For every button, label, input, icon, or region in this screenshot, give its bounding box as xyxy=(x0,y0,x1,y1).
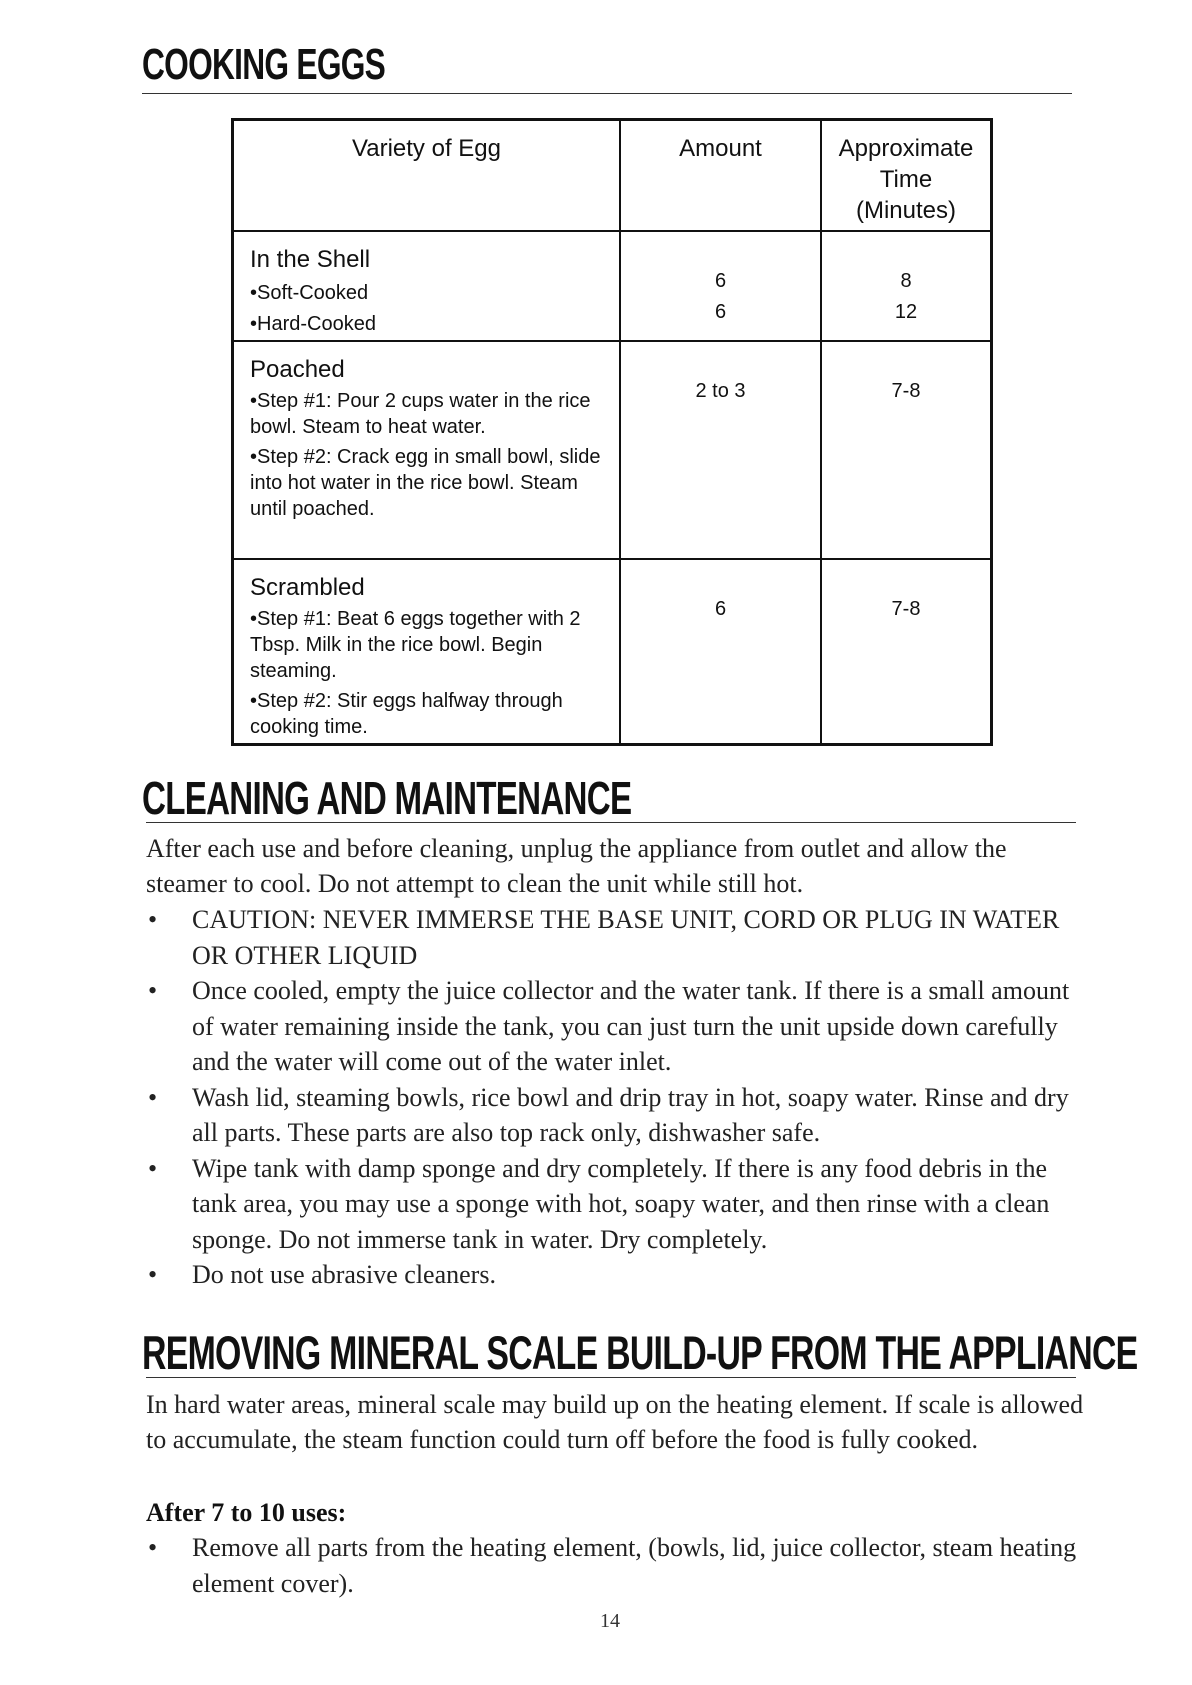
category-title: In the Shell xyxy=(250,245,371,273)
list-item xyxy=(146,902,1086,973)
category-title: Poached xyxy=(250,355,345,383)
mineral-subheading: After 7 to 10 uses: xyxy=(146,1498,347,1527)
bullet-glyph: • xyxy=(148,1533,158,1562)
category-item: •Step #1: Pour 2 cups water in the rice bowl. Steam to heat water. xyxy=(250,389,591,438)
amount-cell xyxy=(620,231,821,341)
section-rule xyxy=(146,1377,1076,1378)
time-value: 8 xyxy=(900,269,912,292)
table-header-row xyxy=(233,120,992,231)
cleaning-list xyxy=(146,902,1086,1293)
table-row-scrambled xyxy=(233,559,992,745)
header-time-line1: Approximate xyxy=(838,135,974,162)
page-number: 14 xyxy=(600,1610,620,1632)
category-item: •Hard-Cooked xyxy=(250,312,376,335)
section-heading-cleaning: CLEANING AND MAINTENANCE xyxy=(142,772,632,824)
section-rule xyxy=(142,93,1072,94)
bullet-glyph: • xyxy=(148,1260,158,1289)
time-value: 12 xyxy=(894,300,918,323)
list-item xyxy=(146,1151,1086,1258)
amount-cell xyxy=(620,341,821,559)
category-item: •Step #1: Beat 6 eggs together with 2 Tbsp. Milk in the rice bowl. Begin steaming. xyxy=(250,607,581,682)
egg-cooking-table xyxy=(231,118,993,746)
list-item xyxy=(146,973,1086,1080)
category-item: •Step #2: Crack egg in small bowl, slide into hot water in the rice bowl. Steam until poached. xyxy=(250,445,601,520)
list-item-text: Once cooled, empty the juice collector and the water tank. If there is a small amount of water remaining inside the tank, you can just turn the unit upside down carefully and the water will come out of the water inlet. xyxy=(192,976,1070,1076)
header-variety: Variety of Egg xyxy=(233,120,621,231)
list-item-text: Wash lid, steaming bowls, rice bowl and drip tray in hot, soapy water. Rinse and dry all parts. These parts are also top rack only, dishwasher safe. xyxy=(192,1082,1069,1147)
time-value: 7-8 xyxy=(891,379,921,402)
time-value: 7-8 xyxy=(891,597,921,620)
list-item xyxy=(146,1080,1086,1151)
list-item xyxy=(146,1257,1086,1293)
category-item: •Soft-Cooked xyxy=(250,281,369,304)
variety-cell xyxy=(233,559,621,745)
variety-cell xyxy=(233,231,621,341)
cleaning-intro: After each use and before cleaning, unplug the appliance from outlet and allow the steamer to cool. Do not attempt to clean the unit while still hot. xyxy=(146,834,1007,898)
category-title: Scrambled xyxy=(250,573,365,601)
list-item-text: CAUTION: NEVER IMMERSE THE BASE UNIT, CORD OR PLUG IN WATER OR OTHER LIQUID xyxy=(192,905,1060,970)
amount-cell xyxy=(620,559,821,745)
time-cell xyxy=(821,341,992,559)
amount-value: 6 xyxy=(714,269,727,292)
section-rule xyxy=(146,822,1076,823)
time-cell xyxy=(821,559,992,745)
bullet-glyph: • xyxy=(148,905,158,934)
header-amount: Amount xyxy=(620,120,821,231)
bullet-glyph: • xyxy=(148,1082,158,1112)
table-row-in-the-shell xyxy=(233,231,992,341)
header-time-line2: Time xyxy=(879,166,933,193)
header-time xyxy=(821,120,992,231)
bullet-glyph: • xyxy=(148,976,158,1005)
mineral-intro: In hard water areas, mineral scale may build up on the heating element. If scale is allowed to accumulate, the steam function could turn off before the food is fully cooked. xyxy=(146,1390,1084,1454)
amount-value: 2 to 3 xyxy=(695,379,746,402)
amount-value: 6 xyxy=(714,300,727,323)
list-item-text: Remove all parts from the heating element, (bowls, lid, juice collector, steam heating element cover). xyxy=(192,1533,1077,1598)
list-item-text: Do not use abrasive cleaners. xyxy=(192,1260,496,1289)
mineral-list xyxy=(146,1530,1086,1601)
section-heading-cooking-eggs: COOKING EGGS xyxy=(142,40,386,89)
header-time-line3: (Minutes) xyxy=(855,197,957,224)
list-item-text: Wipe tank with damp sponge and dry completely. If there is any food debris in the tank area, you may use a sponge with hot, soapy water, and then rinse with a clean sponge. Do not immerse tank in water. Dry completely. xyxy=(192,1153,1050,1254)
variety-cell xyxy=(233,341,621,559)
bullet-glyph: • xyxy=(148,1153,158,1183)
time-cell xyxy=(821,231,992,341)
table-row-poached xyxy=(233,341,992,559)
category-item: •Step #2: Stir eggs halfway through cooking time. xyxy=(250,689,563,738)
amount-value: 6 xyxy=(714,597,727,620)
list-item xyxy=(146,1530,1086,1601)
section-heading-mineral-scale: REMOVING MINERAL SCALE BUILD-UP FROM THE APPLIANCE xyxy=(142,1326,1138,1379)
